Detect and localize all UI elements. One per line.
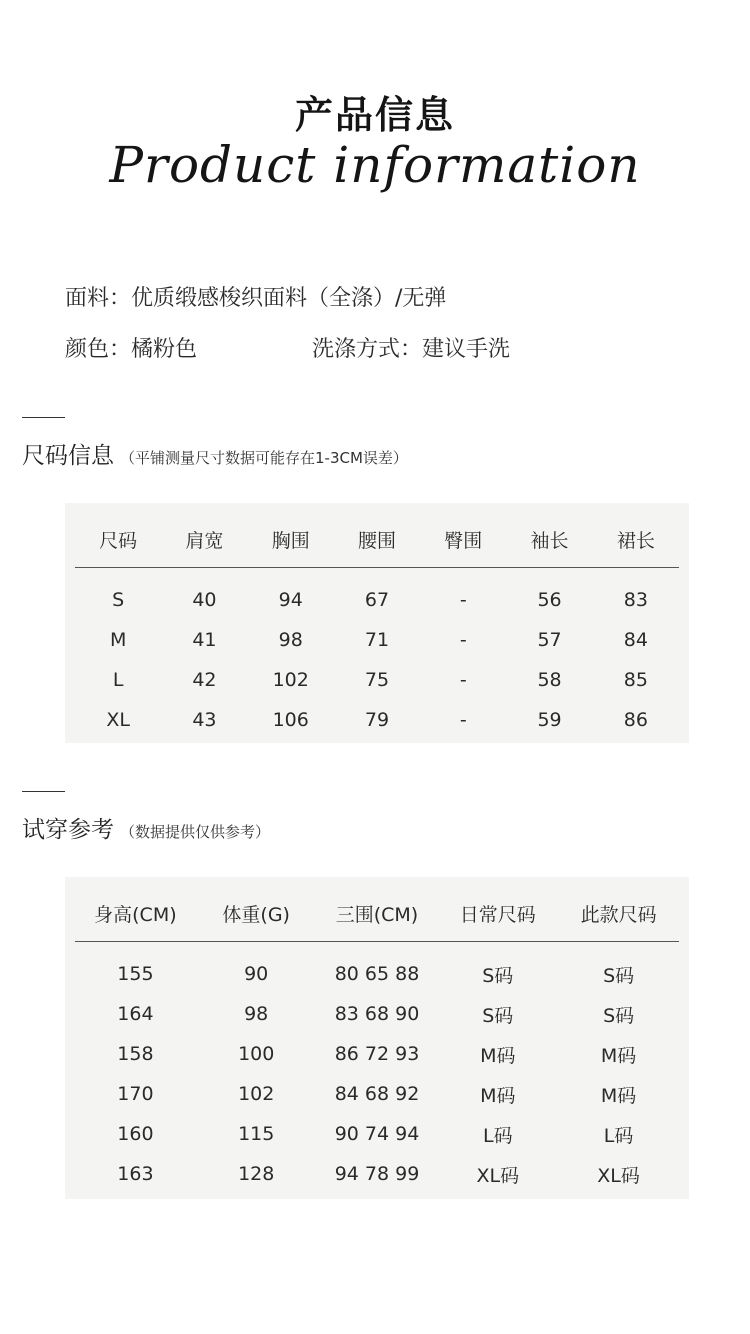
table-cell: 57: [537, 629, 562, 651]
table-row: [75, 942, 679, 995]
fabric-info: 面料：优质缎感梭织面料（全涤）/无弹: [65, 286, 447, 311]
table-cell: 79: [364, 709, 390, 731]
table-cell: 90 74 94: [334, 1123, 420, 1145]
table-cell: 40: [192, 589, 217, 611]
size-table-header: 臀围: [420, 511, 506, 568]
table-cell: M码: [600, 1084, 637, 1107]
size-table-header-row: [75, 511, 679, 568]
fitting-table-header: 体重(G): [196, 885, 317, 942]
size-table-header: 袖长: [506, 511, 592, 568]
table-cell: 59: [537, 709, 562, 731]
table-cell: S码: [603, 964, 635, 987]
table-cell: 41: [192, 629, 217, 651]
table-cell: XL码: [476, 1164, 520, 1187]
fitting-table-header: 身高(CM): [75, 885, 196, 942]
size-table-header: 胸围: [248, 511, 334, 568]
table-cell: 58: [537, 669, 562, 691]
table-row: [75, 994, 679, 1034]
table-cell: 84: [623, 629, 648, 651]
table-cell: 94: [278, 589, 303, 611]
table-cell: S码: [482, 1004, 514, 1027]
page-title-en: Product information: [109, 136, 641, 194]
table-cell: 158: [117, 1043, 154, 1065]
table-cell: 67: [364, 589, 390, 611]
size-table-panel: [65, 503, 689, 743]
table-row: [75, 1114, 679, 1154]
table-row: [75, 1154, 679, 1194]
washing-info: 洗涤方式：建议手洗: [312, 337, 511, 362]
table-cell: -: [459, 709, 467, 731]
table-cell: S码: [482, 964, 514, 987]
fitting-section-title: [22, 811, 270, 844]
table-cell: L: [112, 669, 124, 691]
fitting-section-note: （数据提供仅供参考）: [120, 823, 271, 841]
size-table: [75, 511, 679, 740]
size-table-header: 腰围: [334, 511, 420, 568]
table-cell: 56: [537, 589, 562, 611]
table-row: [75, 1074, 679, 1114]
table-cell: 98: [278, 629, 303, 651]
table-cell: 170: [117, 1083, 154, 1105]
table-cell: 106: [272, 709, 309, 731]
table-cell: S码: [603, 1004, 635, 1027]
table-cell: 85: [623, 669, 648, 691]
size-table-header: 肩宽: [161, 511, 247, 568]
table-row: [75, 620, 679, 660]
table-row: [75, 700, 679, 740]
table-cell: L码: [482, 1124, 513, 1147]
table-cell: 163: [117, 1163, 154, 1185]
table-cell: M: [109, 629, 127, 651]
table-row: [75, 1034, 679, 1074]
fitting-table-header: 此款尺码: [558, 885, 679, 942]
fitting-section-heading: 试穿参考: [22, 817, 114, 843]
table-cell: 86: [623, 709, 648, 731]
size-section-heading: 尺码信息: [22, 443, 114, 469]
table-cell: -: [459, 669, 467, 691]
table-cell: 42: [192, 669, 217, 691]
color-info: 颜色：橘粉色: [65, 337, 198, 362]
page-title-cn: 产品信息: [294, 93, 455, 137]
table-cell: 80 65 88: [334, 963, 420, 985]
size-section-title: [22, 437, 408, 470]
table-cell: S: [112, 589, 125, 611]
table-cell: L码: [603, 1124, 634, 1147]
size-table-header: 尺码: [75, 511, 161, 568]
table-cell: 164: [117, 1003, 154, 1025]
table-cell: 75: [364, 669, 390, 691]
table-cell: 102: [238, 1083, 275, 1105]
fitting-table: [75, 885, 679, 1194]
table-cell: 128: [238, 1163, 275, 1185]
table-cell: M码: [480, 1044, 516, 1067]
table-cell: 83 68 90: [334, 1003, 420, 1025]
size-table-header: 裙长: [593, 511, 679, 568]
table-row: [75, 568, 679, 621]
fitting-table-panel: [65, 877, 689, 1199]
size-section-note: （平铺测量尺寸数据可能存在1-3CM误差）: [120, 449, 408, 467]
table-cell: XL: [106, 709, 130, 731]
table-cell: XL码: [597, 1164, 640, 1187]
table-cell: 160: [117, 1123, 154, 1145]
table-cell: M码: [480, 1084, 516, 1107]
table-cell: 98: [244, 1003, 269, 1025]
table-cell: 43: [192, 709, 217, 731]
fitting-section-rule: [22, 791, 65, 792]
table-cell: 83: [623, 589, 648, 611]
table-cell: -: [459, 589, 467, 611]
table-cell: 155: [117, 963, 154, 985]
table-cell: 90: [244, 963, 269, 985]
table-cell: M码: [600, 1044, 637, 1067]
size-section-rule: [22, 417, 65, 418]
fitting-table-header: 三围(CM): [317, 885, 438, 942]
table-cell: 84 68 92: [334, 1083, 420, 1105]
table-cell: 115: [238, 1123, 275, 1145]
table-cell: 86 72 93: [334, 1043, 420, 1065]
fitting-table-header-row: [75, 885, 679, 942]
table-cell: 100: [238, 1043, 275, 1065]
table-row: [75, 660, 679, 700]
table-cell: 94 78 99: [334, 1163, 420, 1185]
table-cell: -: [459, 629, 467, 651]
fitting-table-header: 日常尺码: [437, 885, 558, 942]
table-cell: 71: [364, 629, 390, 651]
table-cell: 102: [272, 669, 309, 691]
